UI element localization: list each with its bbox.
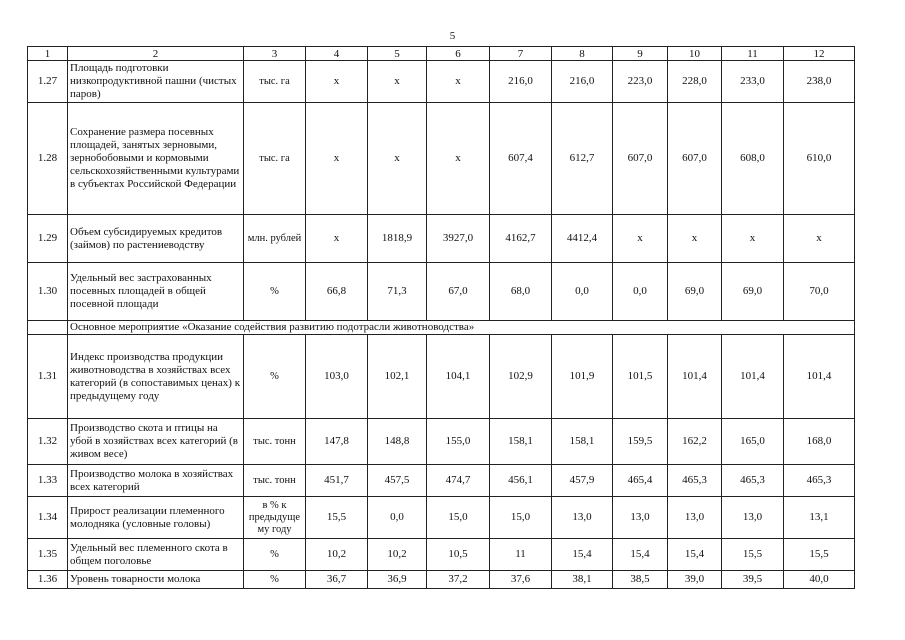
value-cell: 607,4 [490, 103, 552, 215]
value-cell: х [722, 215, 784, 263]
value-cell: 10,2 [368, 539, 427, 571]
header-cell: 7 [490, 47, 552, 61]
table-row [28, 571, 855, 589]
value-cell: 15,4 [613, 539, 668, 571]
table-row [28, 539, 855, 571]
value-cell: 13,1 [784, 497, 855, 539]
value-cell: 223,0 [613, 61, 668, 103]
value-cell: 103,0 [306, 335, 368, 419]
value-cell: х [306, 61, 368, 103]
row-number: 1.36 [28, 571, 68, 589]
unit-cell: % [244, 571, 306, 589]
value-cell: 0,0 [613, 263, 668, 321]
value-cell: 233,0 [722, 61, 784, 103]
value-cell: 216,0 [552, 61, 613, 103]
value-cell: х [427, 103, 490, 215]
value-cell: 474,7 [427, 465, 490, 497]
header-cell: 12 [784, 47, 855, 61]
value-cell: 148,8 [368, 419, 427, 465]
unit-cell: % [244, 539, 306, 571]
value-cell: 38,5 [613, 571, 668, 589]
value-cell: 40,0 [784, 571, 855, 589]
value-cell: 15,5 [306, 497, 368, 539]
value-cell: 457,9 [552, 465, 613, 497]
indicator-name: Удельный вес застрахованных посевных площадей в общей посевной площади [68, 263, 244, 321]
value-cell: 37,2 [427, 571, 490, 589]
indicator-name: Объем субсидируемых кредитов (займов) по растениеводству [68, 215, 244, 263]
table-row [28, 335, 855, 419]
table-row [28, 215, 855, 263]
value-cell: х [668, 215, 722, 263]
table-row [28, 103, 855, 215]
value-cell: 451,7 [306, 465, 368, 497]
value-cell: 147,8 [306, 419, 368, 465]
value-cell: 610,0 [784, 103, 855, 215]
header-cell: 4 [306, 47, 368, 61]
row-number: 1.27 [28, 61, 68, 103]
header-cell: 1 [28, 47, 68, 61]
unit-cell: млн. рублей [244, 215, 306, 263]
value-cell: 456,1 [490, 465, 552, 497]
value-cell: 13,0 [613, 497, 668, 539]
table-row [28, 263, 855, 321]
value-cell: 102,1 [368, 335, 427, 419]
value-cell: 69,0 [668, 263, 722, 321]
value-cell: х [368, 103, 427, 215]
header-cell: 9 [613, 47, 668, 61]
value-cell: 168,0 [784, 419, 855, 465]
header-cell: 10 [668, 47, 722, 61]
row-number: 1.33 [28, 465, 68, 497]
header-cell: 11 [722, 47, 784, 61]
value-cell: 68,0 [490, 263, 552, 321]
unit-cell: тыс. га [244, 61, 306, 103]
row-number: 1.35 [28, 539, 68, 571]
page-number: 5 [449, 30, 456, 42]
value-cell: 465,4 [613, 465, 668, 497]
row-number: 1.30 [28, 263, 68, 321]
header-row [28, 47, 855, 61]
value-cell: 69,0 [722, 263, 784, 321]
unit-cell: % [244, 335, 306, 419]
header-cell: 8 [552, 47, 613, 61]
value-cell: 15,0 [490, 497, 552, 539]
section-number-cell [28, 321, 68, 335]
row-number: 1.31 [28, 335, 68, 419]
value-cell: 3927,0 [427, 215, 490, 263]
unit-cell: в % к предыдуще му году [244, 497, 306, 539]
indicator-name: Площадь подготовки низкопродуктивной пашни (чистых паров) [68, 61, 244, 103]
value-cell: 0,0 [368, 497, 427, 539]
indicators-table [27, 46, 855, 589]
value-cell: 612,7 [552, 103, 613, 215]
value-cell: 228,0 [668, 61, 722, 103]
row-number: 1.34 [28, 497, 68, 539]
value-cell: 465,3 [784, 465, 855, 497]
unit-cell: % [244, 263, 306, 321]
table-row [28, 465, 855, 497]
unit-cell: тыс. тонн [244, 465, 306, 497]
value-cell: 4162,7 [490, 215, 552, 263]
value-cell: 162,2 [668, 419, 722, 465]
value-cell: 67,0 [427, 263, 490, 321]
value-cell: 158,1 [552, 419, 613, 465]
value-cell: 101,4 [784, 335, 855, 419]
table-row [28, 497, 855, 539]
value-cell: 155,0 [427, 419, 490, 465]
unit-cell: тыс. тонн [244, 419, 306, 465]
value-cell: 70,0 [784, 263, 855, 321]
indicator-name: Прирост реализации племенного молодняка (условные головы) [68, 497, 244, 539]
value-cell: 238,0 [784, 61, 855, 103]
value-cell: 101,9 [552, 335, 613, 419]
value-cell: 39,0 [668, 571, 722, 589]
value-cell: 15,4 [552, 539, 613, 571]
value-cell: 36,7 [306, 571, 368, 589]
table-row [28, 419, 855, 465]
value-cell: 159,5 [613, 419, 668, 465]
indicator-name: Производство скота и птицы на убой в хозяйствах всех категорий (в живом весе) [68, 419, 244, 465]
header-cell: 2 [68, 47, 244, 61]
section-row [28, 321, 855, 335]
value-cell: 15,4 [668, 539, 722, 571]
indicator-name: Производство молока в хозяйствах всех категорий [68, 465, 244, 497]
value-cell: 11 [490, 539, 552, 571]
value-cell: 216,0 [490, 61, 552, 103]
value-cell: 15,0 [427, 497, 490, 539]
value-cell: 457,5 [368, 465, 427, 497]
value-cell: 104,1 [427, 335, 490, 419]
indicator-name: Уровень товарности молока [68, 571, 244, 589]
value-cell: 39,5 [722, 571, 784, 589]
value-cell: 15,5 [722, 539, 784, 571]
value-cell: 101,5 [613, 335, 668, 419]
indicator-name: Удельный вес племенного скота в общем поголовье [68, 539, 244, 571]
header-cell: 3 [244, 47, 306, 61]
value-cell: 101,4 [668, 335, 722, 419]
value-cell: 10,5 [427, 539, 490, 571]
header-cell: 6 [427, 47, 490, 61]
indicator-name: Сохранение размера посевных площадей, занятых зерновыми, зернобобовыми и кормовыми сельскохозяйственными культурами в субъектах Российской Федерации [68, 103, 244, 215]
table-row [28, 61, 855, 103]
row-number: 1.28 [28, 103, 68, 215]
value-cell: х [306, 103, 368, 215]
value-cell: 465,3 [668, 465, 722, 497]
section-title: Основное мероприятие «Оказание содействия развитию подотрасли животноводства» [68, 321, 855, 335]
value-cell: 13,0 [552, 497, 613, 539]
value-cell: 37,6 [490, 571, 552, 589]
value-cell: 71,3 [368, 263, 427, 321]
unit-cell: тыс. га [244, 103, 306, 215]
value-cell: х [306, 215, 368, 263]
value-cell: 0,0 [552, 263, 613, 321]
value-cell: х [784, 215, 855, 263]
value-cell: 15,5 [784, 539, 855, 571]
value-cell: 66,8 [306, 263, 368, 321]
value-cell: 38,1 [552, 571, 613, 589]
value-cell: 101,4 [722, 335, 784, 419]
value-cell: х [427, 61, 490, 103]
value-cell: 1818,9 [368, 215, 427, 263]
value-cell: 608,0 [722, 103, 784, 215]
value-cell: 465,3 [722, 465, 784, 497]
row-number: 1.29 [28, 215, 68, 263]
value-cell: 4412,4 [552, 215, 613, 263]
value-cell: 13,0 [722, 497, 784, 539]
header-cell: 5 [368, 47, 427, 61]
row-number: 1.32 [28, 419, 68, 465]
value-cell: 36,9 [368, 571, 427, 589]
value-cell: х [368, 61, 427, 103]
indicator-name: Индекс производства продукции животноводства в хозяйствах всех категорий (в сопоставимых ценах) к предыдущему году [68, 335, 244, 419]
value-cell: 158,1 [490, 419, 552, 465]
value-cell: 13,0 [668, 497, 722, 539]
value-cell: 607,0 [668, 103, 722, 215]
value-cell: 10,2 [306, 539, 368, 571]
value-cell: х [613, 215, 668, 263]
value-cell: 102,9 [490, 335, 552, 419]
value-cell: 165,0 [722, 419, 784, 465]
value-cell: 607,0 [613, 103, 668, 215]
